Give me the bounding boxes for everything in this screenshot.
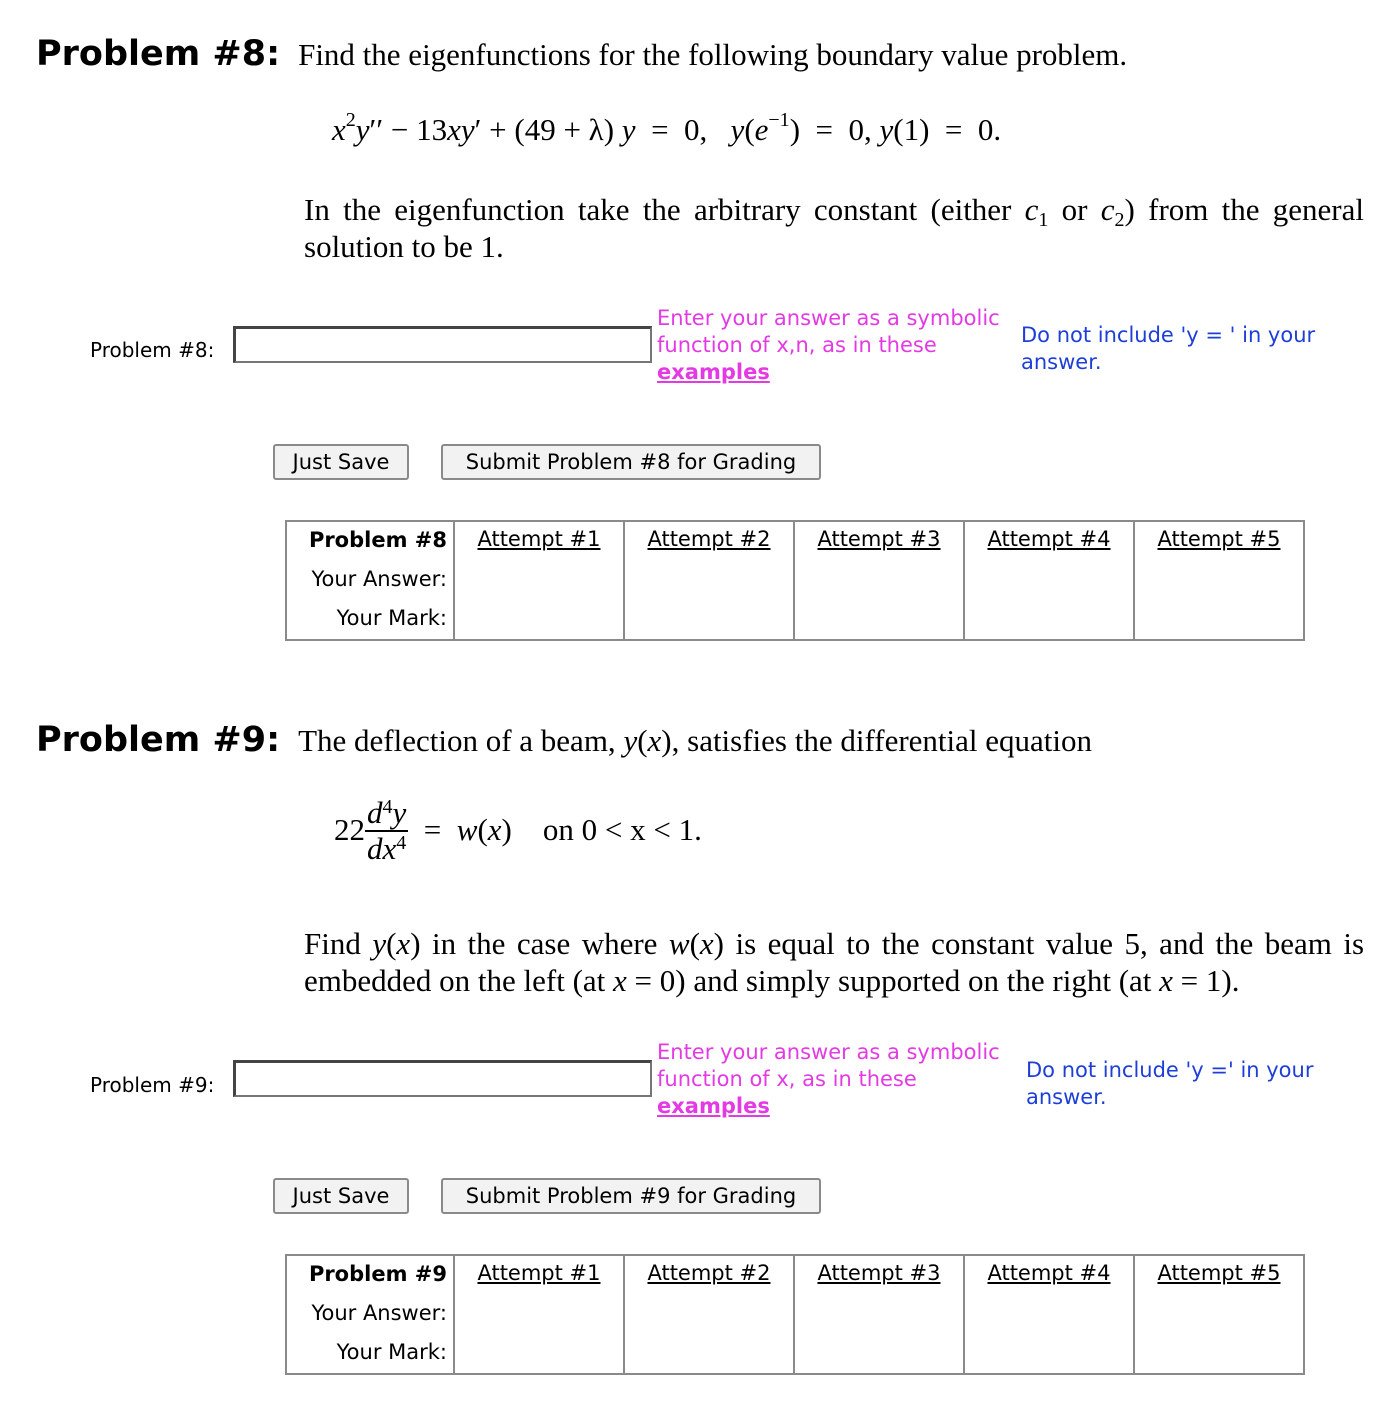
problem-9-heading bbox=[36, 720, 1092, 760]
problem-9-attempt-2-link[interactable]: Attempt #2 bbox=[647, 1261, 771, 1285]
problem-8-heading bbox=[36, 34, 1127, 74]
problem-9-submit-button[interactable]: Submit Problem #9 for Grading bbox=[441, 1178, 821, 1214]
problem-8-your-mark-label: Your Mark: bbox=[336, 606, 447, 630]
problem-9-instructions: Find y(x) in the case where w(x) is equal to the constant value 5, and the beam is embedded on the left (at x = 0) and simply supported on the right (at x = 1). bbox=[304, 926, 1365, 998]
problem-8-your-answer-label: Your Answer: bbox=[311, 567, 447, 591]
problem-9-format-hint: Enter your answer as a symbolic function of x, as in these examples bbox=[657, 1040, 1000, 1118]
problem-8-intro: Find the eigenfunctions for the following boundary value problem. bbox=[298, 37, 1128, 72]
problem-8-attempts-table bbox=[285, 520, 1305, 641]
problem-9-table-labels bbox=[286, 1255, 454, 1374]
problem-8-instructions: In the eigenfunction take the arbitrary constant (either $c_1$ or $c_2$) from the general solution to be 1. bbox=[304, 192, 1365, 264]
problem-9-attempt-4-link[interactable]: Attempt #4 bbox=[987, 1261, 1111, 1285]
problem-9-attempt-1-link[interactable]: Attempt #1 bbox=[477, 1261, 601, 1285]
problem-9-row-label: Problem #9: bbox=[90, 1073, 215, 1097]
problem-9-your-mark-label: Your Mark: bbox=[336, 1340, 447, 1364]
problem-9-your-answer-label: Your Answer: bbox=[311, 1301, 447, 1325]
problem-8-just-save-button[interactable]: Just Save bbox=[273, 444, 409, 480]
problem-8-format-hint: Enter your answer as a symbolic function of x,n, as in these examples bbox=[657, 306, 1000, 384]
problem-8-equation: $x^2y'' - 13xy' + (49 + \lambda) y = 0$, $y(e^{-1}) = 0$, y(1) = 0. bbox=[332, 109, 1002, 147]
problem-9-just-save-button[interactable]: Just Save bbox=[273, 1178, 409, 1214]
problem-8-title: Problem #8: bbox=[36, 34, 281, 74]
problem-8-attempt-4-link[interactable]: Attempt #4 bbox=[987, 527, 1111, 551]
problem-9-attempts-table bbox=[285, 1254, 1305, 1375]
problem-9-table-title: Problem #9 bbox=[308, 1262, 447, 1286]
problem-9-title: Problem #9: bbox=[36, 720, 281, 760]
problem-9-answer-input[interactable] bbox=[233, 1060, 652, 1097]
problem-9-intro: The deflection of a beam, y(x), satisfies the differential equation bbox=[298, 723, 1093, 758]
problem-8-attempt-1-link[interactable]: Attempt #1 bbox=[477, 527, 601, 551]
problem-8-no-y-hint: Do not include 'y = ' in your answer. bbox=[1021, 323, 1316, 374]
problem-9-equation: 22 $\frac{d^4y}{dx^4}$ = w(x) on 0 < x < 1. bbox=[334, 795, 702, 866]
problem-9-attempt-3-link[interactable]: Attempt #3 bbox=[817, 1261, 941, 1285]
problem-8-row-label: Problem #8: bbox=[90, 338, 215, 362]
problem-9-examples-link[interactable]: examples bbox=[657, 1094, 770, 1118]
problem-8-attempt-5-link[interactable]: Attempt #5 bbox=[1157, 527, 1281, 551]
problem-9-no-y-hint: Do not include 'y =' in your answer. bbox=[1026, 1058, 1314, 1109]
problem-8-answer-input[interactable] bbox=[233, 326, 652, 363]
problem-8-table-title: Problem #8 bbox=[308, 528, 447, 552]
problem-9-attempt-5-link[interactable]: Attempt #5 bbox=[1157, 1261, 1281, 1285]
problem-8-examples-link[interactable]: examples bbox=[657, 360, 770, 384]
problem-8-attempt-2-link[interactable]: Attempt #2 bbox=[647, 527, 771, 551]
problem-8-attempt-3-link[interactable]: Attempt #3 bbox=[817, 527, 941, 551]
problem-8-submit-button[interactable]: Submit Problem #8 for Grading bbox=[441, 444, 821, 480]
problem-8-table-labels bbox=[286, 521, 454, 640]
